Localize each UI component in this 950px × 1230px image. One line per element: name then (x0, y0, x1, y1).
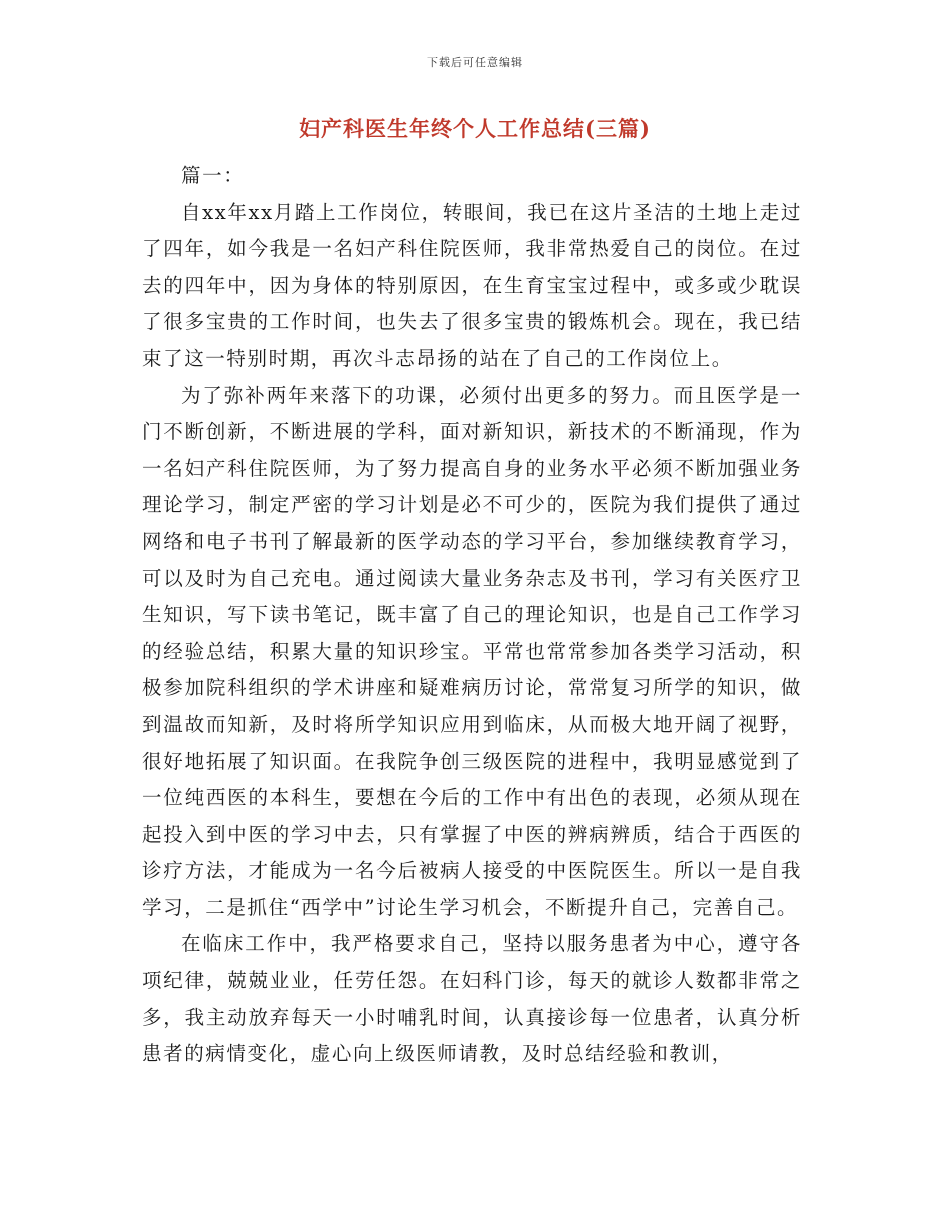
document-title: 妇产科医生年终个人工作总结(三篇) (299, 116, 651, 141)
paragraph-1: 自xx年xx月踏上工作岗位，转眼间，我已在这片圣洁的土地上走过了四年，如今我是一名妇产科住院医师，我非常热爱自己的岗位。在过去的四年中，因为身体的特别原因，在生育宝宝过程中，或多或少耽误了很多宝贵的工作时间，也失去了很多宝贵的锻炼机会。现在，我已结束了这一特别时期，再次斗志昂扬的站在了自己的工作岗位上。 (142, 200, 802, 370)
header-note: 下载后可任意编辑 (427, 56, 523, 69)
document-body (142, 158, 802, 1073)
paragraph-2: 为了弥补两年来落下的功课，必须付出更多的努力。而且医学是一门不断创新，不断进展的学科，面对新知识，新技术的不断涌现，作为一名妇产科住院医师，为了努力提高自身的业务水平必须不断加强业务理论学习，制定严密的学习计划是必不可少的，医院为我们提供了通过网络和电子书刊了解最新的医学动态的学习平台，参加继续教育学习，可以及时为自己充电。通过阅读大量业务杂志及书刊，学习有关医疗卫生知识，写下读书笔记，既丰富了自己的理论知识，也是自己工作学习的经验总结，积累大量的知识珍宝。平常也常常参加各类学习活动，积极参加院科组织的学术讲座和疑难病历讨论，常常复习所学的知识，做到温故而知新，及时将所学知识应用到临床，从而极大地开阔了视野，很好地拓展了知识面。在我院争创三级医院的进程中，我明显感觉到了一位纯西医的本科生，要想在今后的工作中有出色的表现，必须从现在起投入到中医的学习中去，只有掌握了中医的辨病辨质，结合于西医的诊疗方法，才能成为一名今后被病人接受的中医院医生。所以一是自我学习，二是抓住“西学中”讨论生学习机会，不断提升自己，完善自己。 (142, 383, 802, 919)
paragraph-3: 在临床工作中，我严格要求自己，坚持以服务患者为中心，遵守各项纪律，兢兢业业，任劳任怨。在妇科门诊，每天的就诊人数都非常之多，我主动放弃每天一小时哺乳时间，认真接诊每一位患者，认真分析患者的病情变化，虚心向上级医师请教，及时总结经验和教训， (142, 932, 802, 1066)
section-label: 篇一： (181, 164, 245, 187)
